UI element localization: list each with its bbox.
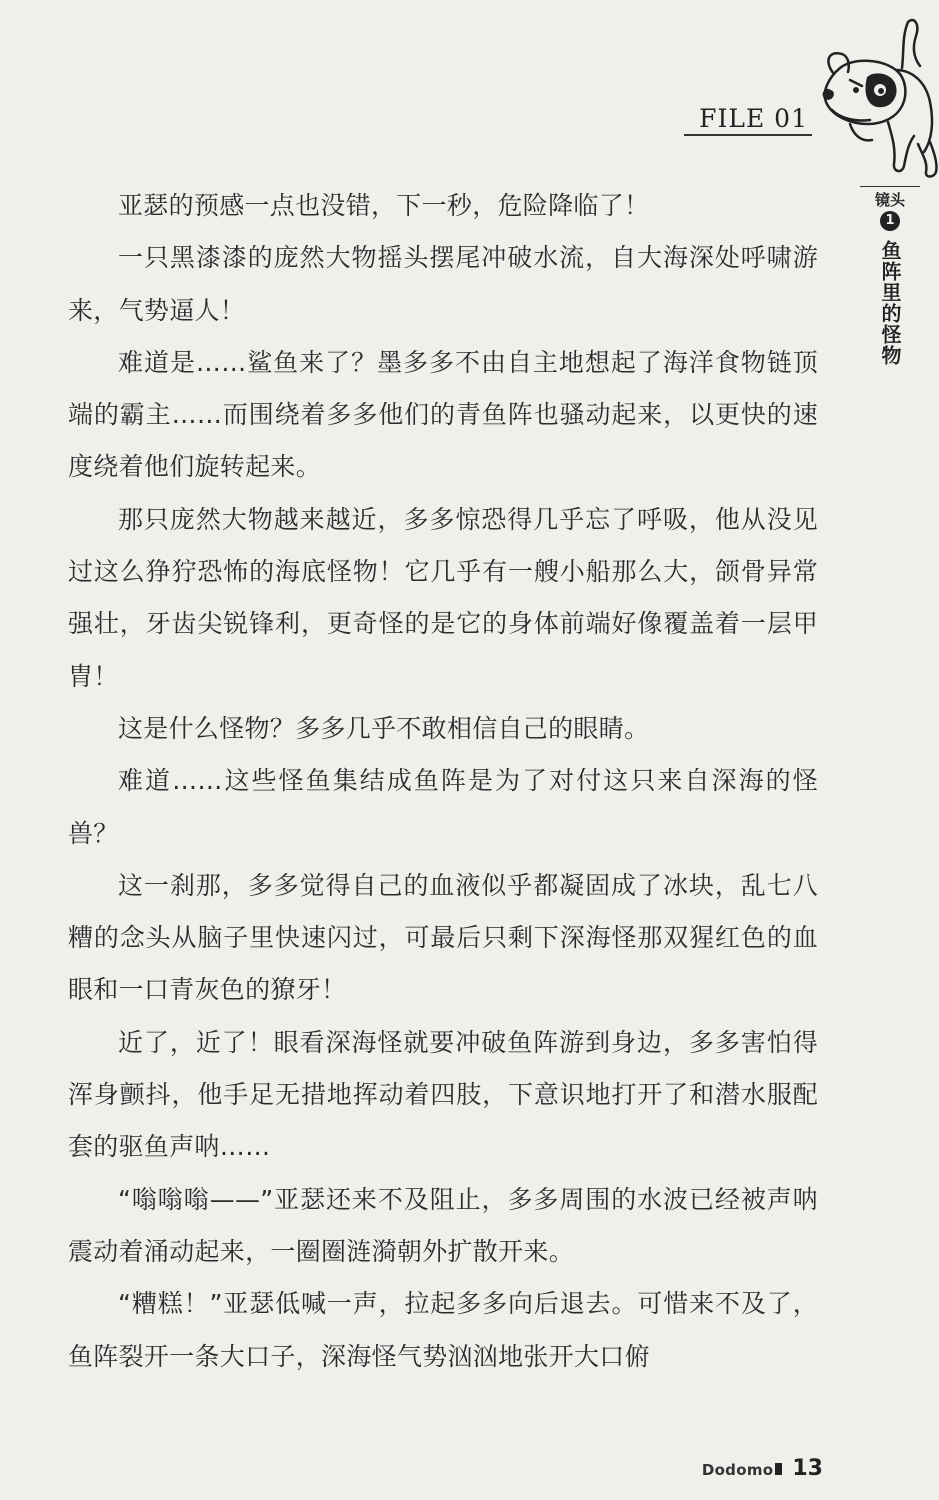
paragraph: 近了，近了！眼看深海怪就要冲破鱼阵游到身边，多多害怕得浑身颤抖，他手足无措地挥动着四肢，下意识地打开了和潜水服配套的驱鱼声呐…… — [68, 1027, 818, 1162]
paragraph: 亚瑟的预感一点也没错，下一秒，危险降临了！ — [118, 191, 650, 220]
chapter-label: 镜头 — [874, 191, 905, 209]
chapter-rule — [860, 186, 920, 187]
chapter-number-badge: 1 — [880, 211, 900, 231]
paragraph: 那只庞然大物越来越近，多多惊恐得几乎忘了呼吸，他从没见过这么狰狞恐怖的海底怪物！它几乎有一艘小船那么大，颌骨异常强壮，牙齿尖锐锋利，更奇怪的是它的身体前端好像覆盖着一层甲胄！ — [68, 504, 818, 691]
paragraph: 难道……这些怪鱼集结成鱼阵是为了对付这只来自深海的怪兽？ — [68, 766, 818, 848]
header-rule — [684, 134, 812, 136]
paragraph: “糟糕！”亚瑟低喊一声，拉起多多向后退去。可惜来不及了，鱼阵裂开一条大口子，深海怪气势汹汹地张开大口俯 — [68, 1289, 818, 1371]
page-footer — [702, 1456, 823, 1481]
brand-mark-icon — [775, 1463, 782, 1475]
chapter-tab — [852, 186, 928, 373]
page-number: 13 — [792, 1456, 823, 1481]
chapter-title: 鱼阵里的怪物 — [878, 240, 902, 366]
file-label: FILE 01 — [699, 104, 808, 133]
brand-name: Dodomo — [701, 1461, 774, 1479]
paragraph: 一只黑漆漆的庞然大物摇头摆尾冲破水流，自大海深处呼啸游来，气势逼人！ — [68, 243, 818, 325]
paragraph: “嗡嗡嗡——”亚瑟还来不及阻止，多多周围的水波已经被声呐震动着涌动起来，一圈圈涟漪朝外扩散开来。 — [68, 1184, 818, 1266]
cartoon-dog-mascot-icon — [810, 12, 938, 188]
body-text — [68, 180, 818, 1383]
paragraph: 难道是……鲨鱼来了？墨多多不由自主地想起了海洋食物链顶端的霸主……而围绕着多多他们的青鱼阵也骚动起来，以更快的速度绕着他们旋转起来。 — [68, 347, 818, 482]
running-header — [684, 104, 812, 136]
paragraph: 这是什么怪物？多多几乎不敢相信自己的眼睛。 — [118, 713, 650, 743]
paragraph: 这一刹那，多多觉得自己的血液似乎都凝固成了冰块，乱七八糟的念头从脑子里快速闪过，可最后只剩下深海怪那双猩红色的血眼和一口青灰色的獠牙！ — [68, 870, 818, 1005]
